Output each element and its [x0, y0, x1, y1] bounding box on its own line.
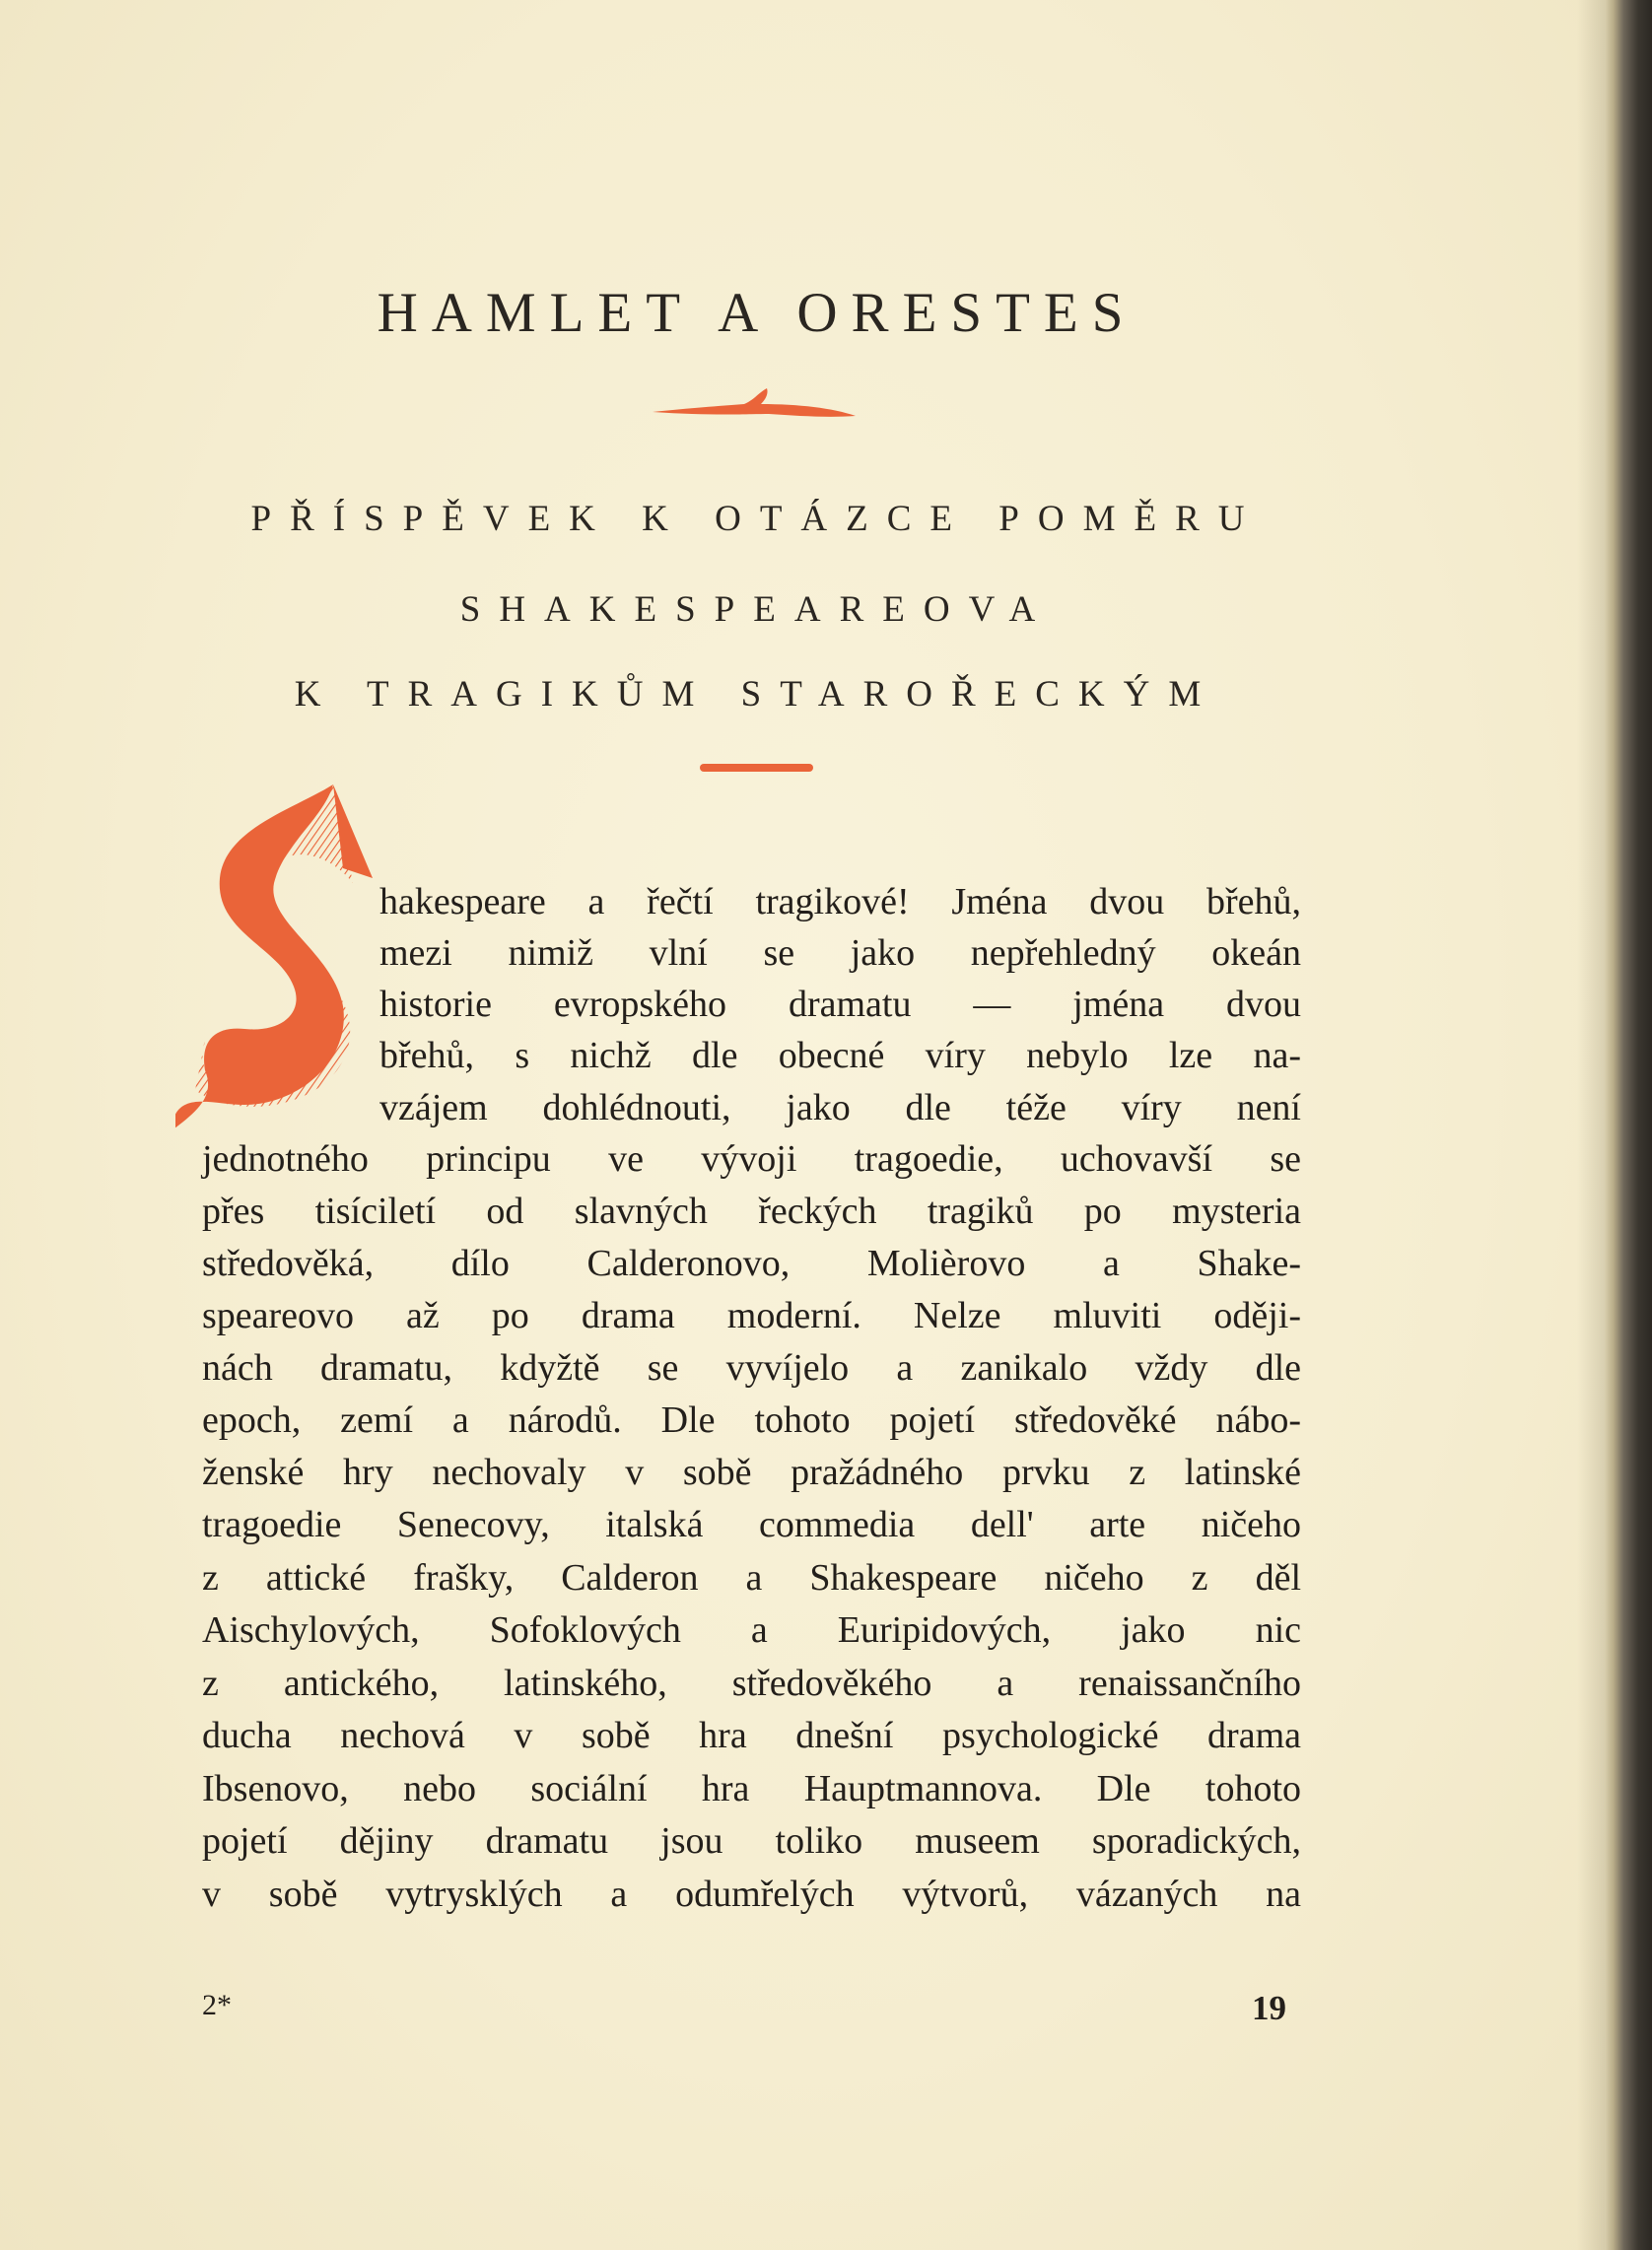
body-line: vzájem dohlédnouti, jako dle téže víry není [379, 1087, 1301, 1128]
body-line: hakespeare a řečtí tragikové! Jména dvou břehů, [379, 881, 1301, 922]
book-cover-edge [1605, 0, 1652, 2250]
body-line: mezi nimiž vlní se jako nepřehledný okeán [379, 932, 1301, 974]
ornament-flourish [651, 386, 858, 426]
subtitle-line-2: SHAKESPEAREOVA [459, 589, 1055, 630]
body-line: speareovo až po drama moderní. Nelze mluviti oději- [202, 1295, 1301, 1336]
body-line: pojetí dějiny dramatu jsou toliko museem sporadických, [202, 1820, 1301, 1862]
body-line: tragoedie Senecovy, italská commedia dell' arte ničeho [202, 1504, 1301, 1545]
body-line: přes tisíciletí od slavných řeckých tragiků po mysteria [202, 1191, 1301, 1232]
body-line: epoch, zemí a národů. Dle tohoto pojetí středověké nábo- [202, 1399, 1301, 1441]
body-line: z attické frašky, Calderon a Shakespeare ničeho z děl [202, 1557, 1301, 1599]
body-line: Ibsenovo, nebo sociální hra Hauptmannova. Dle tohoto [202, 1768, 1301, 1809]
body-line: historie evropského dramatu — jména dvou [379, 984, 1301, 1025]
body-line: břehů, s nichž dle obecné víry nebylo lze na- [379, 1035, 1301, 1076]
signature-mark: 2* [202, 1989, 232, 2021]
body-line: z antického, latinského, středověkého a renaissančního [202, 1663, 1301, 1704]
page-edge-shadow [1577, 0, 1605, 2250]
ornament-rule [700, 764, 813, 772]
drop-cap-s [175, 775, 373, 1139]
body-line: ženské hry nechovaly v sobě pražádného prvku z latinské [202, 1452, 1301, 1493]
body-line: jednotného principu ve vývoji tragoedie, uchovavší se [202, 1138, 1301, 1180]
body-line: ducha nechová v sobě hra dnešní psychologické drama [202, 1715, 1301, 1756]
subtitle-line-1: PŘÍSPĚVEK K OTÁZCE POMĚRU [250, 499, 1264, 539]
body-line: nách dramatu, kdyžtě se vyvíjelo a zanikalo vždy dle [202, 1347, 1301, 1389]
body-line: v sobě vytrysklých a odumřelých výtvorů, vázaných na [202, 1874, 1301, 1915]
body-line: Aischylových, Sofoklových a Euripidových, jako nic [202, 1609, 1301, 1651]
body-line: středověká, dílo Calderonovo, Molièrovo a Shake- [202, 1243, 1301, 1284]
chapter-title: HAMLET A ORESTES [377, 282, 1137, 344]
subtitle-line-3: K TRAGIKŮM STAROŘECKÝM [294, 674, 1220, 715]
page-number: 19 [1252, 1989, 1286, 2027]
